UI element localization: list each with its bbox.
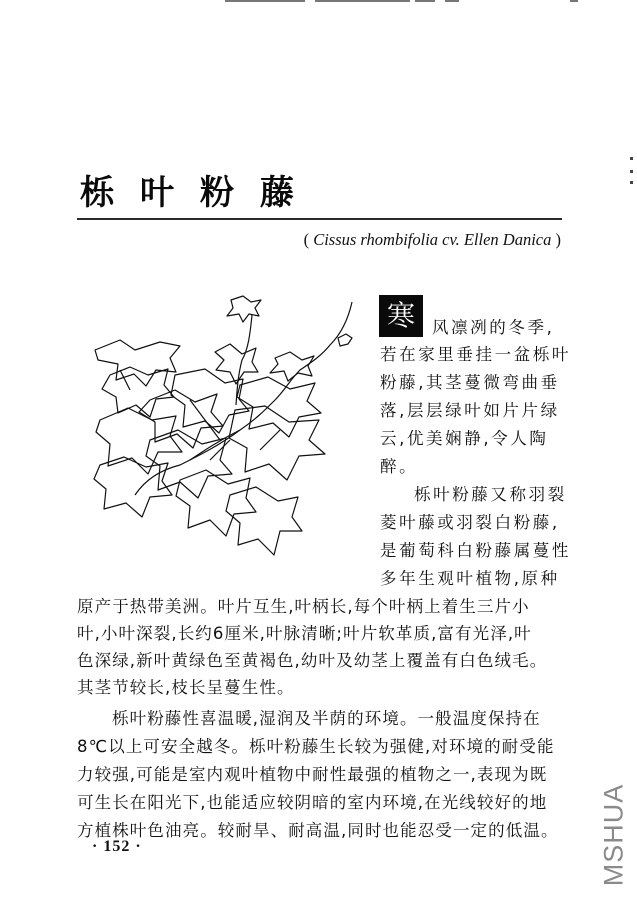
text-line: 栎叶粉藤又称羽裂	[414, 485, 567, 504]
page-title: 栎叶粉藤	[80, 173, 320, 213]
text-line: 叶,小叶深裂,长约6厘米,叶脉清晰;叶片软革质,富有光泽,叶	[77, 624, 532, 643]
text-line: 落,层层绿叶如片片绿	[380, 401, 560, 420]
title-divider	[77, 218, 562, 220]
latin-name-text: Cissus rhombifolia cv. Ellen Danica	[313, 230, 552, 249]
latin-name	[304, 230, 561, 250]
text-line: 云,优美娴静,令人陶	[380, 429, 549, 448]
page-number: · 152 ·	[92, 838, 142, 855]
text-line: 方植株叶色油亮。较耐旱、耐高温,同时也能忍受一定的低温。	[77, 821, 559, 840]
scan-artifact-edge	[630, 155, 634, 185]
watermark	[597, 780, 631, 890]
text-line: 醉。	[380, 457, 419, 476]
text-line: 原产于热带美洲。叶片互生,叶柄长,每个叶柄上着生三片小	[77, 597, 530, 616]
text-line: 栎叶粉藤性喜温暖,湿润及半荫的环境。一般温度保持在	[112, 709, 541, 728]
text-line: 是葡萄科白粉藤属蔓性	[380, 541, 571, 560]
text-line: 多年生观叶植物,原种	[380, 569, 560, 588]
watermark-text: MSHUA	[598, 783, 629, 887]
text-line: 其茎节较长,枝长呈蔓生性。	[77, 678, 295, 697]
text-line: 8℃以上可安全越冬。栎叶粉藤生长较为强健,对环境的耐受能	[77, 737, 555, 756]
text-line: 色深绿,新叶黄绿色至黄褐色,幼叶及幼茎上覆盖有白色绒毛。	[77, 651, 548, 670]
scan-artifact-top	[185, 0, 585, 4]
drop-cap: 寒	[379, 295, 423, 337]
plant-illustration-icon	[90, 290, 370, 560]
text-line: 风凛冽的冬季,	[432, 318, 555, 337]
latin-open-paren: (	[303, 230, 310, 249]
text-line: 菱叶藤或羽裂白粉藤,	[380, 513, 560, 532]
text-line: 粉藤,其茎蔓微弯曲垂	[380, 373, 560, 392]
text-line: 若在家里垂挂一盆栎叶	[380, 345, 571, 364]
text-line: 力较强,可能是室内观叶植物中耐性最强的植物之一,表现为既	[77, 765, 548, 784]
text-line: 可生长在阳光下,也能适应较阴暗的室内环境,在光线较好的地	[77, 793, 548, 812]
latin-close-paren: )	[555, 230, 561, 249]
